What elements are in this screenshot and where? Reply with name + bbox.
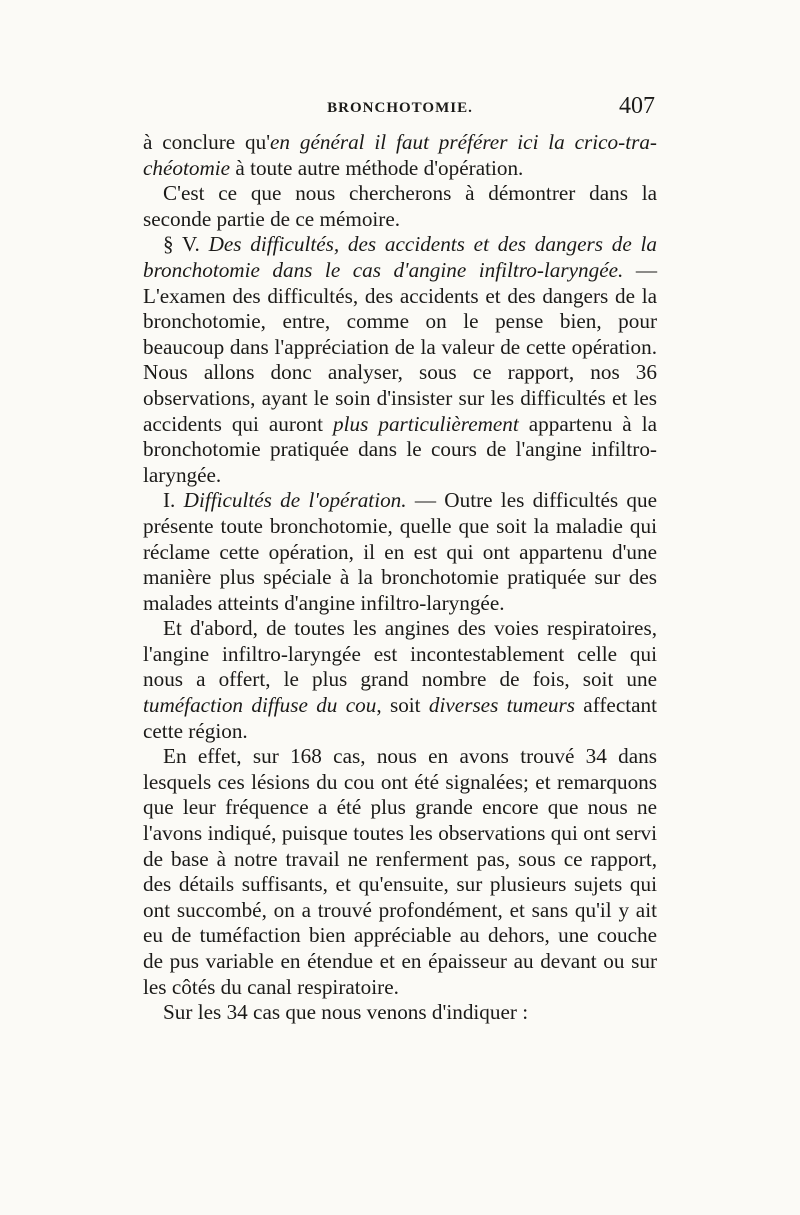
- section-marker: § V.: [163, 232, 209, 257]
- paragraph-2: C'est ce que nous chercherons à démontrer dans la seconde partie de ce mémoire.: [143, 181, 657, 231]
- section-heading: Des difficultés, des accidents et des dangers de la bronchotomie dans le cas d'angine infiltro-laryngée.: [143, 232, 657, 282]
- paragraph-1: [143, 130, 657, 181]
- text-run: appartenu à la bronchotomie pratiquée dans le cours de l'angine infiltro-laryngée.: [143, 411, 657, 487]
- subsection-heading: Difficultés de l'opération.: [183, 488, 407, 513]
- paragraph-7: Sur les 34 cas que nous venons d'indiquer :: [163, 1000, 529, 1025]
- subsection-marker: I.: [163, 488, 184, 513]
- book-page: [143, 93, 658, 1026]
- paragraph-6: En effet, sur 168 cas, nous en avons trouvé 34 dans lesquels ces lésions du cou ont été signalées; et remarquons que leur fréquence a été plus grande encore que nous ne l'avons indiqué, puisque toutes les observations qui ont servi de base à notre travail ne renferment pas, sous ce rapport, des détails suffisants, et qu'ensuite, sur plusieurs sujets qui ont succombé, on a trouvé profondément, et sans qu'il y ait eu de tuméfaction bien appréciable au dehors, une couche de pus variable en étendue et en épaisseur au devant ou sur les côtés du canal respiratoire.: [143, 744, 657, 999]
- paragraph-section-v: [143, 232, 657, 488]
- page-header: [143, 93, 657, 130]
- italic-run: diverses tumeurs: [428, 693, 575, 718]
- paragraph-difficulties: [143, 488, 657, 616]
- text-run: — L'examen des difficultés, des accidents et des dangers de la bronchotomie, entre, comme on le pense bien, pour beaucoup dans l'appréciation de la valeur de cette opération. Nous allons donc analyser, sous ce rapport, nos 36 observations, ayant le soin d'insister sur les difficultés et les accidents qui auront: [143, 257, 657, 436]
- running-head: BRONCHOTOMIE.: [327, 100, 473, 116]
- text-run: à conclure qu': [143, 130, 271, 154]
- text-run: affectant cette région.: [143, 693, 657, 743]
- paragraph-5: [143, 616, 657, 744]
- italic-run: en général il faut préférer ici la crico-tra-chéotomie: [143, 130, 657, 180]
- italic-run: tuméfaction diffuse du cou: [143, 693, 377, 718]
- text-run: à toute autre méthode d'opération.: [230, 155, 524, 180]
- text-run: — Outre les difficultés que présente toute bronchotomie, quelle que soit la maladie qui réclame cette opération, il en est qui ont appartenu d'une manière plus spéciale à la bronchotomie pratiquée sur des malades atteints d'angine infiltro-laryngée.: [143, 488, 658, 615]
- page-number: 407: [619, 93, 655, 119]
- text-run: , soit: [376, 693, 429, 718]
- text-run: Et d'abord, de toutes les angines des voies respiratoires, l'angine infiltro-laryngée est incontestablement celle qui nous a offert, le plus grand nombre de fois, soit une: [143, 616, 657, 692]
- italic-run: plus particulièrement: [333, 411, 519, 436]
- body-text: [143, 130, 657, 1026]
